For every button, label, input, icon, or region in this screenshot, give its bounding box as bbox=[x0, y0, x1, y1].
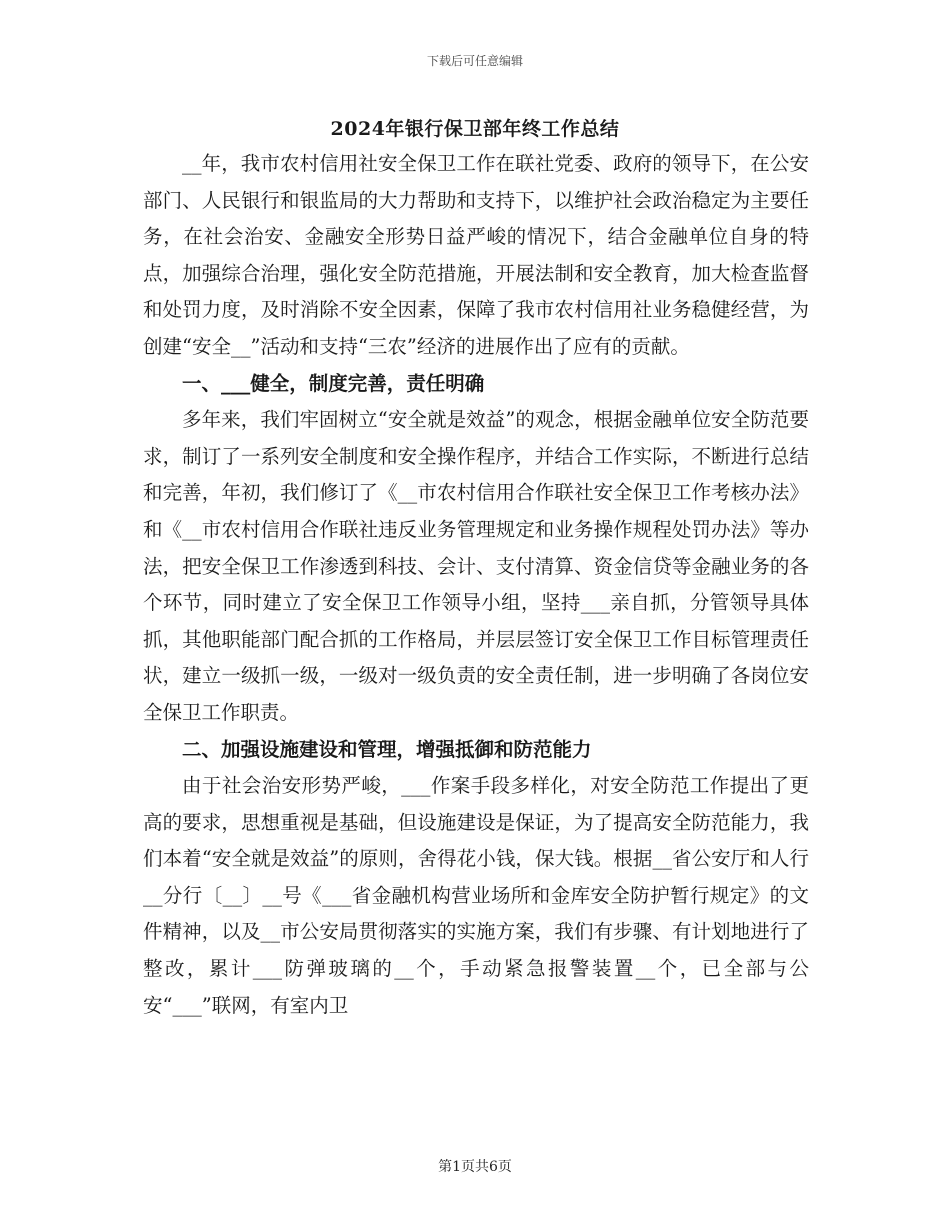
section-1-heading: 一、___健全，制度完善，责任明确 bbox=[182, 371, 485, 395]
section-2-paragraph: 由于社会治安形势严峻，___作案手段多样化，对安全防范工作提出了更高的要求，思想重视是基础，但设施建设是保证，为了提高安全防范能力，我们本着“安全就是效益”的原则，舍得花小钱，保大钱。根据__省公安厅和人行__分行〔__〕__号《___省金融机构营业场所和金库安全防护暂行规定》的文件精神，以及__市公安局贯彻落实的实施方案，我们有步骤、有计划地进行了整改，累计___防弹玻璃的__个，手动紧急报警装置__个，已全部与公安“___”联网，有室内卫 bbox=[143, 774, 809, 1017]
header-note: 下载后可任意编辑 bbox=[426, 54, 523, 68]
section-2-heading: 二、加强设施建设和管理，增强抵御和防范能力 bbox=[182, 737, 592, 761]
document-title: 2024年银行保卫部年终工作总结 bbox=[330, 118, 620, 140]
intro-paragraph: __年，我市农村信用社安全保卫工作在联社党委、政府的领导下，在公安部门、人民银行和银监局的大力帮助和支持下，以维护社会政治稳定为主要任务，在社会治安、金融安全形势日益严峻的情况下，结合金融单位自身的特点，加强综合治理，强化安全防范措施，开展法制和安全教育，加大检查监督和处罚力度，及时消除不安全因素，保障了我市农村信用社业务稳健经营，为创建“安全__”活动和支持“三农”经济的进展作出了应有的贡献。 bbox=[143, 152, 809, 358]
section-1-paragraph: 多年来，我们牢固树立“安全就是效益”的观念，根据金融单位安全防范要求，制订了一系列安全制度和安全操作程序，并结合工作实际，不断进行总结和完善，年初，我们修订了《__市农村信用合作联社安全保卫工作考核办法》和《__市农村信用合作联社违反业务管理规定和业务操作规程处罚办法》等办法，把安全保卫工作渗透到科技、会计、支付清算、资金信贷等金融业务的各个环节，同时建立了安全保卫工作领导小组，坚持___亲自抓，分管领导具体抓，其他职能部门配合抓的工作格局，并层层签订安全保卫工作目标管理责任状，建立一级抓一级，一级对一级负责的安全责任制，进一步明确了各岗位安全保卫工作职责。 bbox=[143, 408, 809, 724]
document-body bbox=[143, 146, 809, 1024]
page-number: 第1页共6页 bbox=[438, 1159, 512, 1175]
